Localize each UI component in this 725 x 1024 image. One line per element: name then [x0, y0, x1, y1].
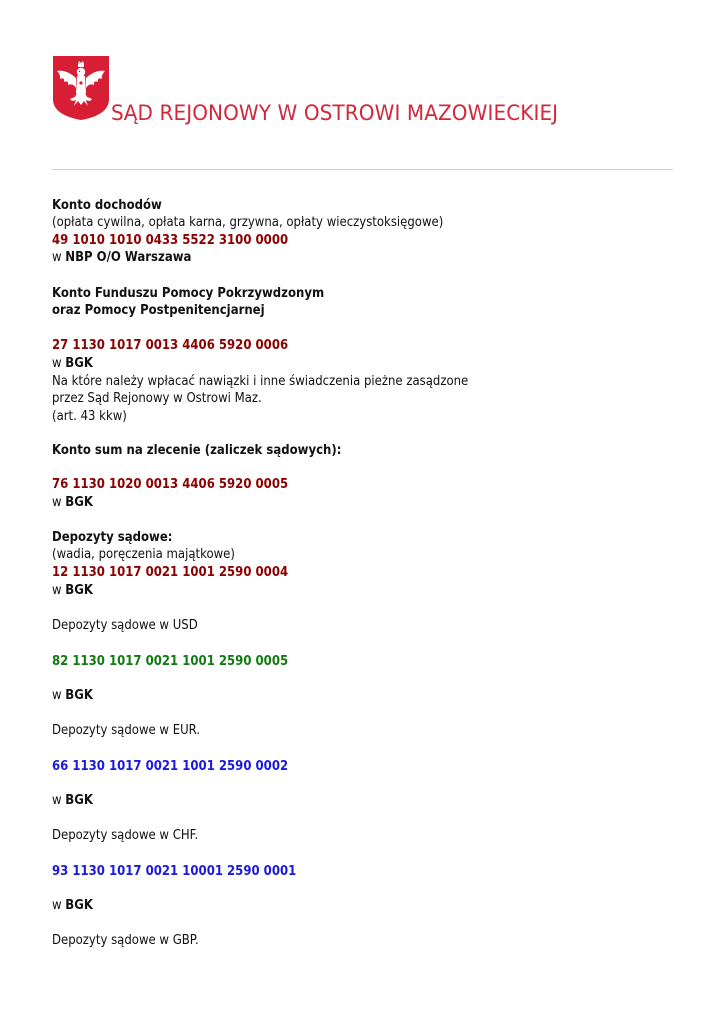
income-bank-line	[52, 249, 191, 266]
deposits-description: (wadia, poręczenia majątkowe)	[52, 547, 235, 562]
deposits-chf-bank-name: BGK	[65, 898, 93, 913]
advances-heading: Konto sum na zlecenie (zaliczek sądowych):	[52, 443, 342, 458]
income-bank-name: NBP O/O Warszawa	[65, 250, 192, 265]
deposits-account-number: 12 1130 1017 0021 1001 2590 0004	[52, 565, 289, 580]
deposits-heading: Depozyty sądowe:	[52, 530, 173, 545]
deposits-eur-bank-line	[52, 792, 93, 809]
advances-bank-name: BGK	[65, 495, 93, 510]
bank-prefix: w	[52, 583, 62, 598]
income-account-number: 49 1010 1010 0433 5522 3100 0000	[52, 233, 289, 248]
advances-bank-line	[52, 494, 93, 511]
bank-prefix: w	[52, 793, 62, 808]
victims-fund-bank-name: BGK	[65, 356, 93, 371]
deposits-eur-account-number: 66 1130 1017 0021 1001 2590 0002	[52, 759, 289, 774]
deposits-usd-label: Depozyty sądowe w USD	[52, 618, 198, 633]
bank-prefix: w	[52, 356, 62, 371]
deposits-chf-account-number: 93 1130 1017 0021 10001 2590 0001	[52, 864, 297, 879]
page-header	[52, 55, 677, 135]
victims-fund-heading-line1: Konto Funduszu Pomocy Pokrzywdzonym	[52, 286, 325, 301]
income-heading: Konto dochodów	[52, 198, 162, 213]
deposits-usd-bank-line	[52, 687, 93, 704]
deposits-eur-bank-name: BGK	[65, 793, 93, 808]
deposits-chf-bank-line	[52, 897, 93, 914]
deposits-usd-bank-name: BGK	[65, 688, 93, 703]
deposits-eur-label: Depozyty sądowe w EUR.	[52, 723, 201, 738]
deposits-bank-name: BGK	[65, 583, 93, 598]
deposits-bank-line	[52, 582, 93, 599]
polish-eagle-emblem-icon	[52, 55, 110, 121]
deposits-chf-label: Depozyty sądowe w CHF.	[52, 828, 199, 843]
deposits-usd-account-number: 82 1130 1017 0021 1001 2590 0005	[52, 654, 289, 669]
victims-fund-account-number: 27 1130 1017 0013 4406 5920 0006	[52, 338, 289, 353]
advances-account-number: 76 1130 1020 0013 4406 5920 0005	[52, 477, 289, 492]
victims-fund-note-line2: przez Sąd Rejonowy w Ostrowi Maz.	[52, 391, 262, 406]
victims-fund-bank-line	[52, 355, 93, 372]
bank-prefix: w	[52, 250, 62, 265]
income-description: (opłata cywilna, opłata karna, grzywna, opłaty wieczystoksięgowe)	[52, 215, 444, 230]
header-divider	[52, 169, 673, 170]
bank-prefix: w	[52, 495, 62, 510]
court-title: SĄD REJONOWY W OSTROWI MAZOWIECKIEJ	[111, 101, 559, 126]
victims-fund-heading-line2: oraz Pomocy Postpenitencjarnej	[52, 303, 265, 318]
victims-fund-note-line3: (art. 43 kkw)	[52, 409, 127, 424]
deposits-gbp-label: Depozyty sądowe w GBP.	[52, 933, 199, 948]
bank-prefix: w	[52, 688, 62, 703]
victims-fund-note-line1: Na które należy wpłacać nawiązki i inne świadczenia pieżne zasądzone	[52, 374, 469, 389]
bank-prefix: w	[52, 898, 62, 913]
